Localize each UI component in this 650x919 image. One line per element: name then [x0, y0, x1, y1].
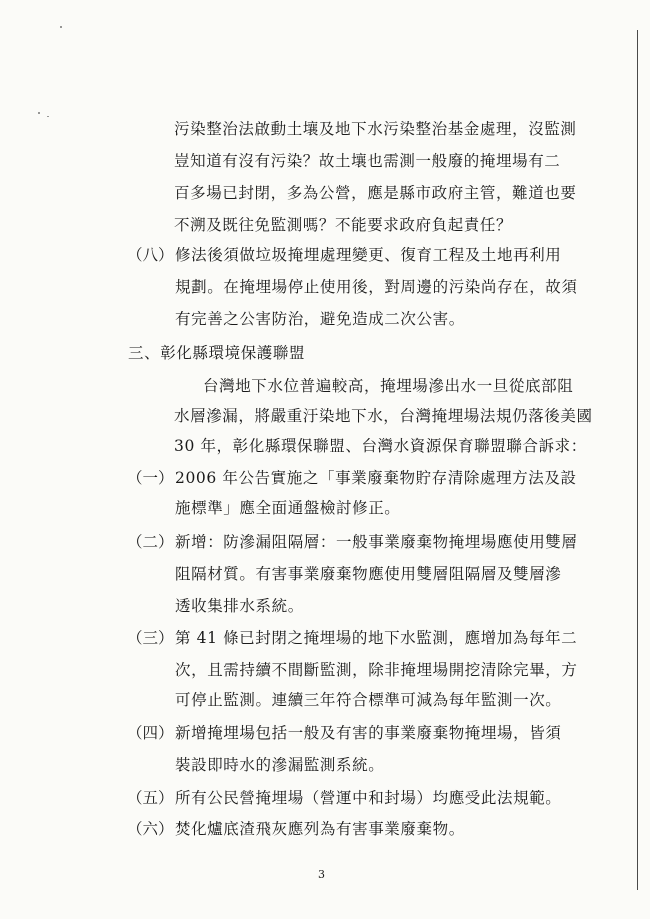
demand-item-line: 所有公民營掩埋場（營運中和封場）均應受此法規範。 [175, 789, 562, 807]
demand-item-marker: （六） [127, 820, 174, 838]
demand-item-line: 可停止監測。連續三年符合標準可減為每年監測一次。 [175, 691, 562, 709]
demand-item-line: 焚化爐底渣飛灰應列為有害事業廢棄物。 [175, 820, 465, 838]
demand-item-marker: （五） [127, 789, 174, 807]
demand-item-line: 新增掩埋場包括一般及有害的事業廢棄物掩埋場，皆須 [175, 724, 562, 742]
demand-item-line: 第 41 條已封閉之掩埋場的地下水監測，應增加為每年二 [175, 629, 578, 647]
item-8-line: 有完善之公害防治，避免造成二次公害。 [175, 310, 465, 328]
demand-item-line: 次，且需持續不間斷監測，除非掩埋場開挖清除完畢，方 [175, 661, 578, 679]
demand-item-line: 阻隔材質。有害事業廢棄物應使用雙層阻隔層及雙層滲 [175, 565, 562, 583]
intro-line: 30 年，彰化縣環保聯盟、台灣水資源保育聯盟聯合訴求： [174, 437, 587, 455]
scan-speck [38, 112, 40, 114]
item-8-marker: （八） [127, 246, 174, 264]
continuation-line: 污染整治法啟動土壤及地下水污染整治基金處理，沒監測 [174, 120, 577, 138]
demand-item-marker: （三） [127, 629, 174, 647]
item-8-line: 規劃。在掩埋場停止使用後，對周邊的污染尚存在，故須 [175, 278, 578, 296]
demand-item-marker: （一） [127, 469, 174, 487]
demand-item-marker: （二） [127, 533, 174, 551]
scan-speck [60, 26, 62, 28]
demand-item-marker: （四） [127, 724, 174, 742]
continuation-line: 不溯及既往免監測嗎？不能要求政府負起責任？ [174, 216, 513, 234]
scan-edge-line [637, 30, 638, 890]
scan-speck [47, 116, 49, 117]
continuation-line: 豈知道有沒有污染？故土壤也需測一般廢的掩埋場有二 [174, 152, 561, 170]
continuation-line: 百多場已封閉，多為公營，應是縣市政府主管，難道也要 [174, 184, 577, 202]
page-number: 3 [318, 868, 325, 881]
demand-item-line: 施標準」應全面通盤檢討修正。 [175, 499, 401, 517]
demand-item-line: 2006 年公告實施之「事業廢棄物貯存清除處理方法及設 [175, 469, 577, 487]
item-8-line: 修法後須做垃圾掩埋處理變更、復育工程及土地再利用 [175, 246, 562, 264]
intro-line: 台灣地下水位普遍較高，掩埋場滲出水一旦從底部阻 [203, 377, 574, 395]
section-heading: 三、彰化縣環境保護聯盟 [128, 344, 306, 362]
intro-line: 水層滲漏，將嚴重汙染地下水，台灣掩埋場法規仍落後美國 [174, 407, 593, 425]
demand-item-line: 透收集排水系統。 [175, 597, 304, 615]
demand-item-line: 裝設即時水的滲漏監測系統。 [175, 756, 385, 774]
demand-item-line: 新增：防滲漏阻隔層：一般事業廢棄物掩埋場應使用雙層 [175, 533, 578, 551]
